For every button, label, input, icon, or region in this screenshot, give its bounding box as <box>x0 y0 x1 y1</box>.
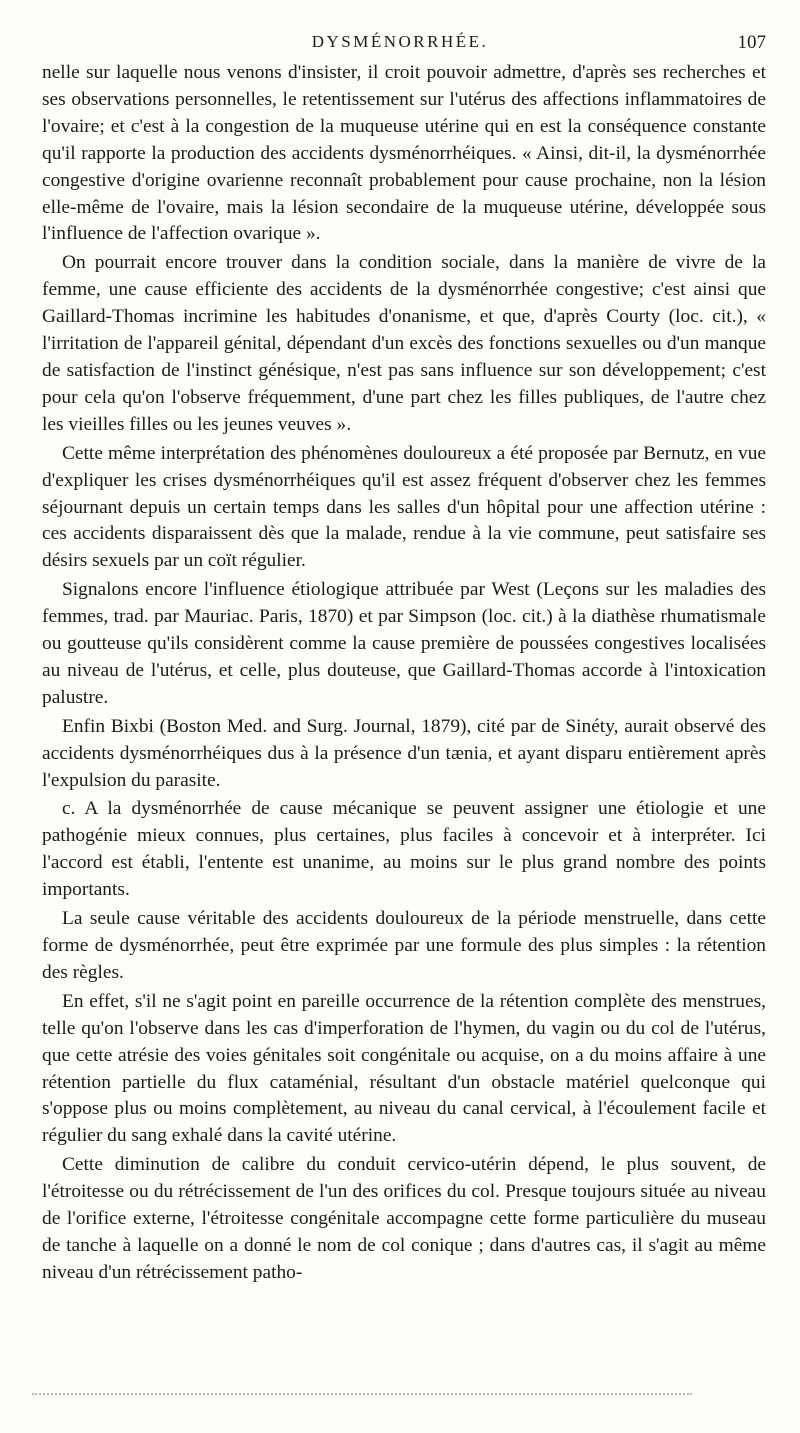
paragraph: Cette même interprétation des phénomènes douloureux a été proposée par Bernutz, en vue d'expliquer les crises dysménorrhéiques qu'il est assez fréquent d'observer chez les femmes séjournant depuis un certain temps dans les salles d'un hôpital pour une affection utérine : ces accidents disparaissent dès que la malade, rendue à la vie commune, peut satisfaire ses désirs sexuels par un coït régulier. <box>42 442 766 572</box>
paragraph: nelle sur laquelle nous venons d'insister, il croit pouvoir admettre, d'après ses recherches et ses observations personnelles, le retentissement sur l'utérus des affections inflammatoires de l'ovaire; et c'est à la congestion de la muqueuse utérine qui en est la conséquence constante qu'il rapporte la production des accidents dysménorrhéiques. « Ainsi, dit-il, la dysménorrhée congestive d'origine ovarienne reconnaît probablement pour cause prochaine, non la lésion elle-même de l'ovaire, mais la lésion secondaire de la muqueuse utérine, développée sous l'influence de l'affection ovarique ». <box>42 62 766 245</box>
paragraph: Signalons encore l'influence étiologique attribuée par West (Leçons sur les maladies des femmes, trad. par Mauriac. Paris, 1870) et par Simpson (loc. cit.) à la diathèse rhumatismale ou goutteuse qu'ils considèrent comme la cause première de poussées congestives localisées au niveau de l'utérus, et celle, plus douteuse, que Gaillard-Thomas accorde à l'intoxication palustre. <box>42 579 766 708</box>
page-number: 107 <box>737 32 766 53</box>
paragraph: En effet, s'il ne s'agit point en pareille occurrence de la rétention complète des menstrues, telle qu'on l'observe dans les cas d'imperforation de l'hymen, du vagin ou du col de l'utérus, que cette atrésie des voies génitales soit congénitale ou acquise, on a du moins affaire à une rétention partielle du flux cataménial, résultant d'un obstacle matériel quelconque qui s'oppose plus ou moins complètement, au niveau du canal cervical, à l'écoulement facile et régulier du sang exhalé dans la cavité utérine. <box>42 990 766 1147</box>
paragraph: Enfin Bixbi (Boston Med. and Surg. Journal, 1879), cité par de Sinéty, aurait observé des accidents dysménorrhéiques dus à la présence d'un tænia, et ayant disparu entièrement après l'expulsion du parasite. <box>42 715 766 791</box>
paragraph: La seule cause véritable des accidents douloureux de la période menstruelle, dans cette forme de dysménorrhée, peut être exprimée par une formule des plus simples : la rétention des règles. <box>42 908 766 983</box>
paragraph: c. A la dysménorrhée de cause mécanique se peuvent assigner une étiologie et une pathogénie mieux connues, plus certaines, plus faciles à concevoir et à interpréter. Ici l'accord est établi, l'entente est unanime, au moins sur le plus grand nombre des points importants. <box>42 798 766 901</box>
running-title: DYSMÉNORRHÉE. <box>311 32 489 51</box>
paragraph: On pourrait encore trouver dans la condition sociale, dans la manière de vivre de la femme, une cause efficiente des accidents de la dysménorrhée congestive; c'est ainsi que Gaillard-Thomas incrimine les habitudes d'onanisme, et que, d'après Courty (loc. cit.), « l'irritation de l'appareil génital, dépendant d'un excès des fonctions sexuelles ou d'un manque de satisfaction de l'instinct génésique, n'est pas sans influence sur son développement; c'est pour cela qu'on l'observe fréquemment, d'une part chez les filles publiques, de l'autre chez les vieilles filles ou les jeunes veuves ». <box>42 252 766 435</box>
footer-dotted-rule <box>32 1393 692 1395</box>
body-text <box>42 60 766 1289</box>
page-header <box>0 28 800 58</box>
paragraph: Cette diminution de calibre du conduit cervico-utérin dépend, le plus souvent, de l'étroitesse ou du rétrécissement de l'un des orifices du col. Presque toujours située au niveau de l'orifice externe, l'étroitesse congénitale accompagne cette forme particulière du museau de tanche à laquelle on a donné le nom de col conique ; dans d'autres cas, il s'agit au même niveau d'un rétrécissement patho- <box>42 1154 766 1283</box>
